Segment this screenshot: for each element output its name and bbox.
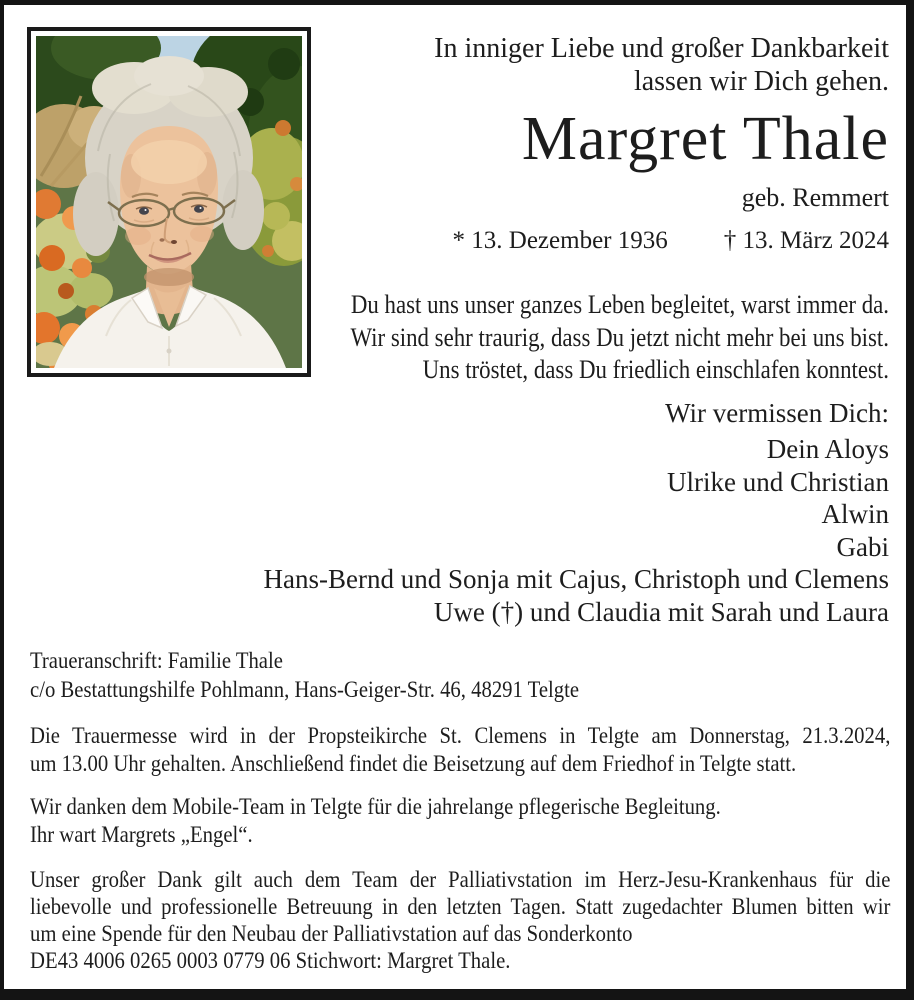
- service-info-line: um 13.00 Uhr gehalten. Anschließend findet die Beisetzung auf dem Friedhof in Telgte statt.: [30, 750, 797, 776]
- mourning-address-line: c/o Bestattungshilfe Pohlmann, Hans-Geiger-Str. 46, 48291 Telgte: [30, 677, 580, 702]
- life-dates: [453, 226, 889, 256]
- deceased-name: Margret Thale: [521, 105, 889, 173]
- mourning-address-line: Traueranschrift: Familie Thale: [30, 648, 283, 673]
- mourner-name: Uwe (†) und Claudia mit Sarah und Laura: [433, 596, 889, 627]
- mourner-name: Gabi: [836, 531, 889, 562]
- mourner-name: Hans-Bernd und Sonja mit Cajus, Christoph und Clemens: [263, 564, 889, 595]
- service-info: [30, 722, 890, 777]
- thanks-mobile-team: [30, 793, 890, 848]
- intro-line: In inniger Liebe und großer Dankbarkeit: [434, 33, 889, 64]
- intro-line: lassen wir Dich gehen.: [633, 66, 889, 97]
- notice-details: [30, 646, 890, 974]
- donation-account-line: DE43 4006 0265 0003 0779 06 Stichwort: Margret Thale.: [30, 948, 511, 973]
- mourner-name: Alwin: [821, 499, 889, 530]
- thanks-line: Wir danken dem Mobile-Team in Telgte für die jahrelange pflegerische Begleitung.: [30, 794, 721, 819]
- mourning-address: [30, 646, 890, 704]
- portrait-photo-frame: [27, 27, 311, 377]
- mourners-list: [264, 433, 889, 629]
- farewell-line: Wir sind sehr traurig, dass Du jetzt nicht mehr bei uns bist.: [350, 322, 889, 352]
- mourner-name: Ulrike und Christian: [667, 466, 889, 497]
- farewell-line: Du hast uns unser ganzes Leben begleitet, warst immer da.: [350, 290, 890, 319]
- portrait-photo: [36, 36, 302, 368]
- maiden-name: geb. Remmert: [741, 183, 889, 212]
- farewell-line: Uns tröstet, dass Du friedlich einschlafen konntest.: [422, 355, 889, 384]
- intro-text: [434, 32, 889, 98]
- mourner-name: Dein Aloys: [766, 434, 889, 464]
- missing-heading: Wir vermissen Dich:: [665, 398, 889, 428]
- palliative-line: liebevolle und professionelle Betreuung in den letzten Tagen. Statt zugedachter Blumen bitten wir: [30, 894, 891, 919]
- thanks-palliative-donation: [30, 866, 890, 974]
- death-date: † 13. März 2024: [723, 227, 889, 254]
- palliative-line: Unser großer Dank gilt auch dem Team der Palliativstation im Herz-Jesu-Krankenhaus für die: [30, 867, 891, 892]
- birth-date: * 13. Dezember 1936: [452, 227, 668, 254]
- palliative-line: um eine Spende für den Neubau der Palliativstation auf das Sonderkonto: [30, 921, 633, 946]
- service-info-line: Die Trauermesse wird in der Propsteikirche St. Clemens in Telgte am Donnerstag, 21.3.2024,: [30, 723, 891, 748]
- thanks-line: Ihr wart Margrets „Engel“.: [30, 821, 253, 847]
- farewell-text: [350, 289, 889, 387]
